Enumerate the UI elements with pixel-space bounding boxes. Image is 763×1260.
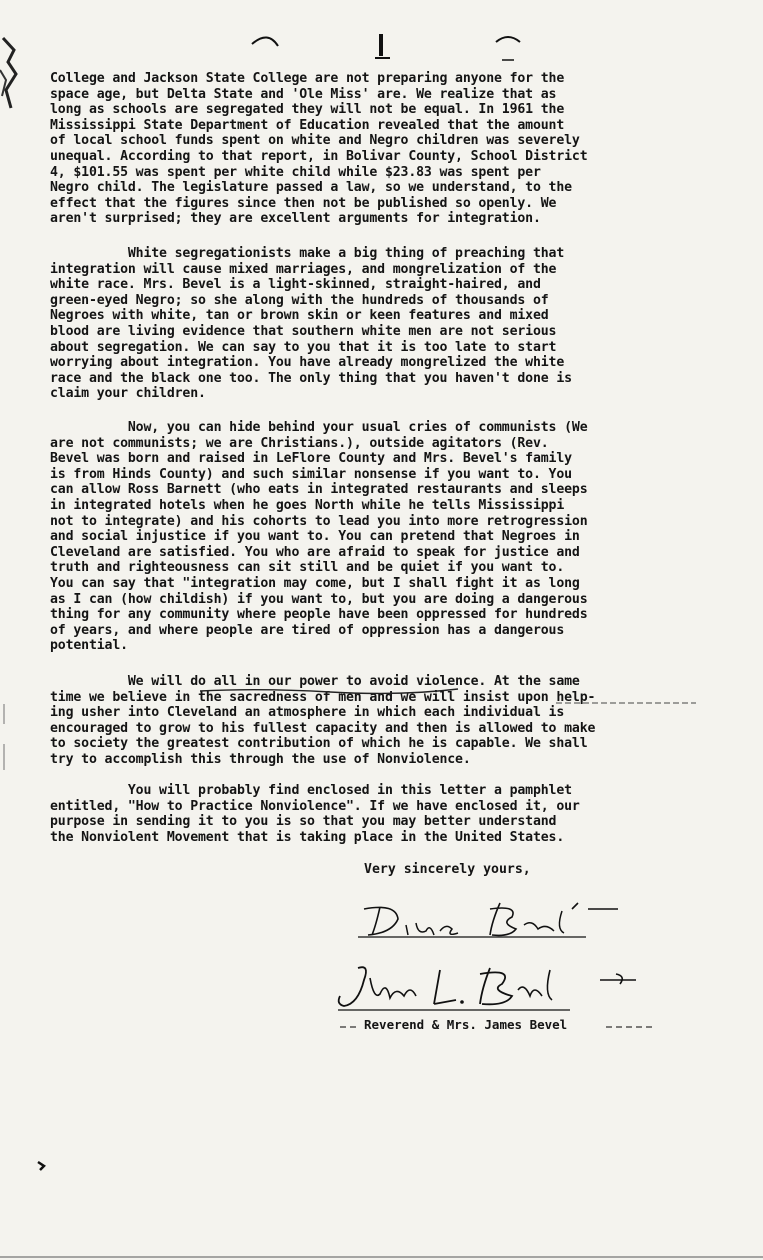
text-line: white race. Mrs. Bevel is a light-skinned, straight-haired, and [50, 277, 541, 293]
left-margin-mark [0, 700, 10, 780]
text-line: truth and righteousness can sit still and be quiet if you want to. [50, 560, 565, 576]
signer-dashes [340, 1024, 660, 1030]
signer-line: Reverend & Mrs. James Bevel [364, 1017, 568, 1032]
text-line: Mississippi State Department of Education revealed that the amount [50, 117, 565, 133]
text-line: long as schools are segregated they will not be equal. In 1961 the [50, 102, 565, 118]
text-line: 4, $101.55 was spent per white child while $23.83 was spent per [50, 164, 541, 180]
text-line: Bevel was born and raised in LeFlore County and Mrs. Bevel's family [50, 451, 572, 467]
text-line: blood are living evidence that southern white men are not serious [50, 323, 557, 339]
text-line: to society the greatest contribution of which he is capable. We shall [50, 736, 588, 752]
text-line: of years, and where people are tired of oppression has a dangerous [50, 622, 565, 638]
text-line: worrying about integration. You have already mongrelized the white [50, 355, 565, 371]
text-line: purpose in sending it to you is so that you may better understand [50, 814, 557, 830]
text-line: Negro child. The legislature passed a law, so we understand, to the [50, 180, 572, 196]
hole-punch-marks [240, 28, 530, 68]
signature-james-bevel [330, 960, 650, 1018]
text-line: potential. [50, 638, 128, 654]
text-line: College and Jackson State College are not preparing anyone for the [50, 71, 565, 86]
text-line: entitled, "How to Practice Nonviolence". If we have enclosed it, our [50, 798, 580, 814]
body-paragraph-2 [50, 246, 678, 402]
body-paragraph-5 [50, 783, 678, 845]
text-line: green-eyed Negro; so she along with the hundreds of thousands of [50, 292, 549, 308]
text-line: ing usher into Cleveland an atmosphere in which each individual is [50, 705, 565, 721]
text-line: Now, you can hide behind your usual cries of communists (We [50, 420, 588, 435]
signature-diane-bevel [350, 895, 620, 947]
text-line: is from Hinds County) and such similar nonsense if you want to. You [50, 466, 572, 482]
text-line: effect that the figures since then not be published so openly. We [50, 195, 557, 211]
text-line: can allow Ross Barnett (who eats in integrated restaurants and sleeps [50, 482, 588, 498]
text-line: integration will cause mixed marriages, and mongrelization of the [50, 261, 557, 277]
text-line: thing for any community where people have been oppressed for hundreds [50, 607, 588, 623]
text-line: unequal. According to that report, in Bolivar County, School District [50, 148, 588, 164]
text-line: claim your children. [50, 386, 206, 402]
text-line: space age, but Delta State and 'Ole Miss' are. We realize that as [50, 86, 557, 102]
page-bottom-edge [0, 1254, 763, 1260]
text-line: race and the black one too. The only thing that you haven't done is [50, 370, 572, 386]
text-line: Negroes with white, tan or brown skin or keen features and mixed [50, 308, 549, 324]
body-paragraph-3 [50, 420, 678, 654]
text-line: are not communists; we are Christians.), outside agitators (Rev. [50, 435, 549, 451]
text-line: of local school funds spent on white and Negro children was severely [50, 133, 580, 149]
closing-salutation: Very sincerely yours, [364, 862, 531, 877]
body-paragraph-1 [50, 71, 678, 227]
scan-edge-smudge [0, 30, 30, 120]
text-line: the Nonviolent Movement that is taking place in the United States. [50, 829, 565, 845]
text-line: in integrated hotels when he goes North while he tells Mississippi [50, 497, 565, 513]
text-line: encouraged to grow to his fullest capacity and then is allowed to make [50, 720, 596, 736]
text-line: and social injustice if you want to. You can pretend that Negroes in [50, 529, 580, 545]
text-line: White segregationists make a big thing of preaching that [50, 246, 565, 261]
text-line: time we believe in the sacredness of men and we will insist upon help- [50, 689, 596, 705]
text-line: Cleveland are satisfied. You who are afraid to speak for justice and [50, 544, 580, 560]
strikethrough-mark [200, 683, 460, 697]
text-line: not to integrate) and his cohorts to lead you into more retrogression [50, 513, 588, 529]
underline-mark [556, 700, 706, 706]
text-line: about segregation. We can say to you that it is too late to start [50, 339, 557, 355]
text-line: We will do all in our power to avoid violence. At the same [50, 674, 580, 689]
stray-mark [36, 1158, 50, 1172]
text-line: as I can (how childish) if you want to, but you are doing a dangerous [50, 591, 588, 607]
text-line: aren't surprised; they are excellent arguments for integration. [50, 211, 541, 227]
text-line: You will probably find enclosed in this letter a pamphlet [50, 783, 572, 798]
text-line: You can say that "integration may come, but I shall fight it as long [50, 575, 580, 591]
text-line: try to accomplish this through the use of Nonviolence. [50, 751, 471, 767]
